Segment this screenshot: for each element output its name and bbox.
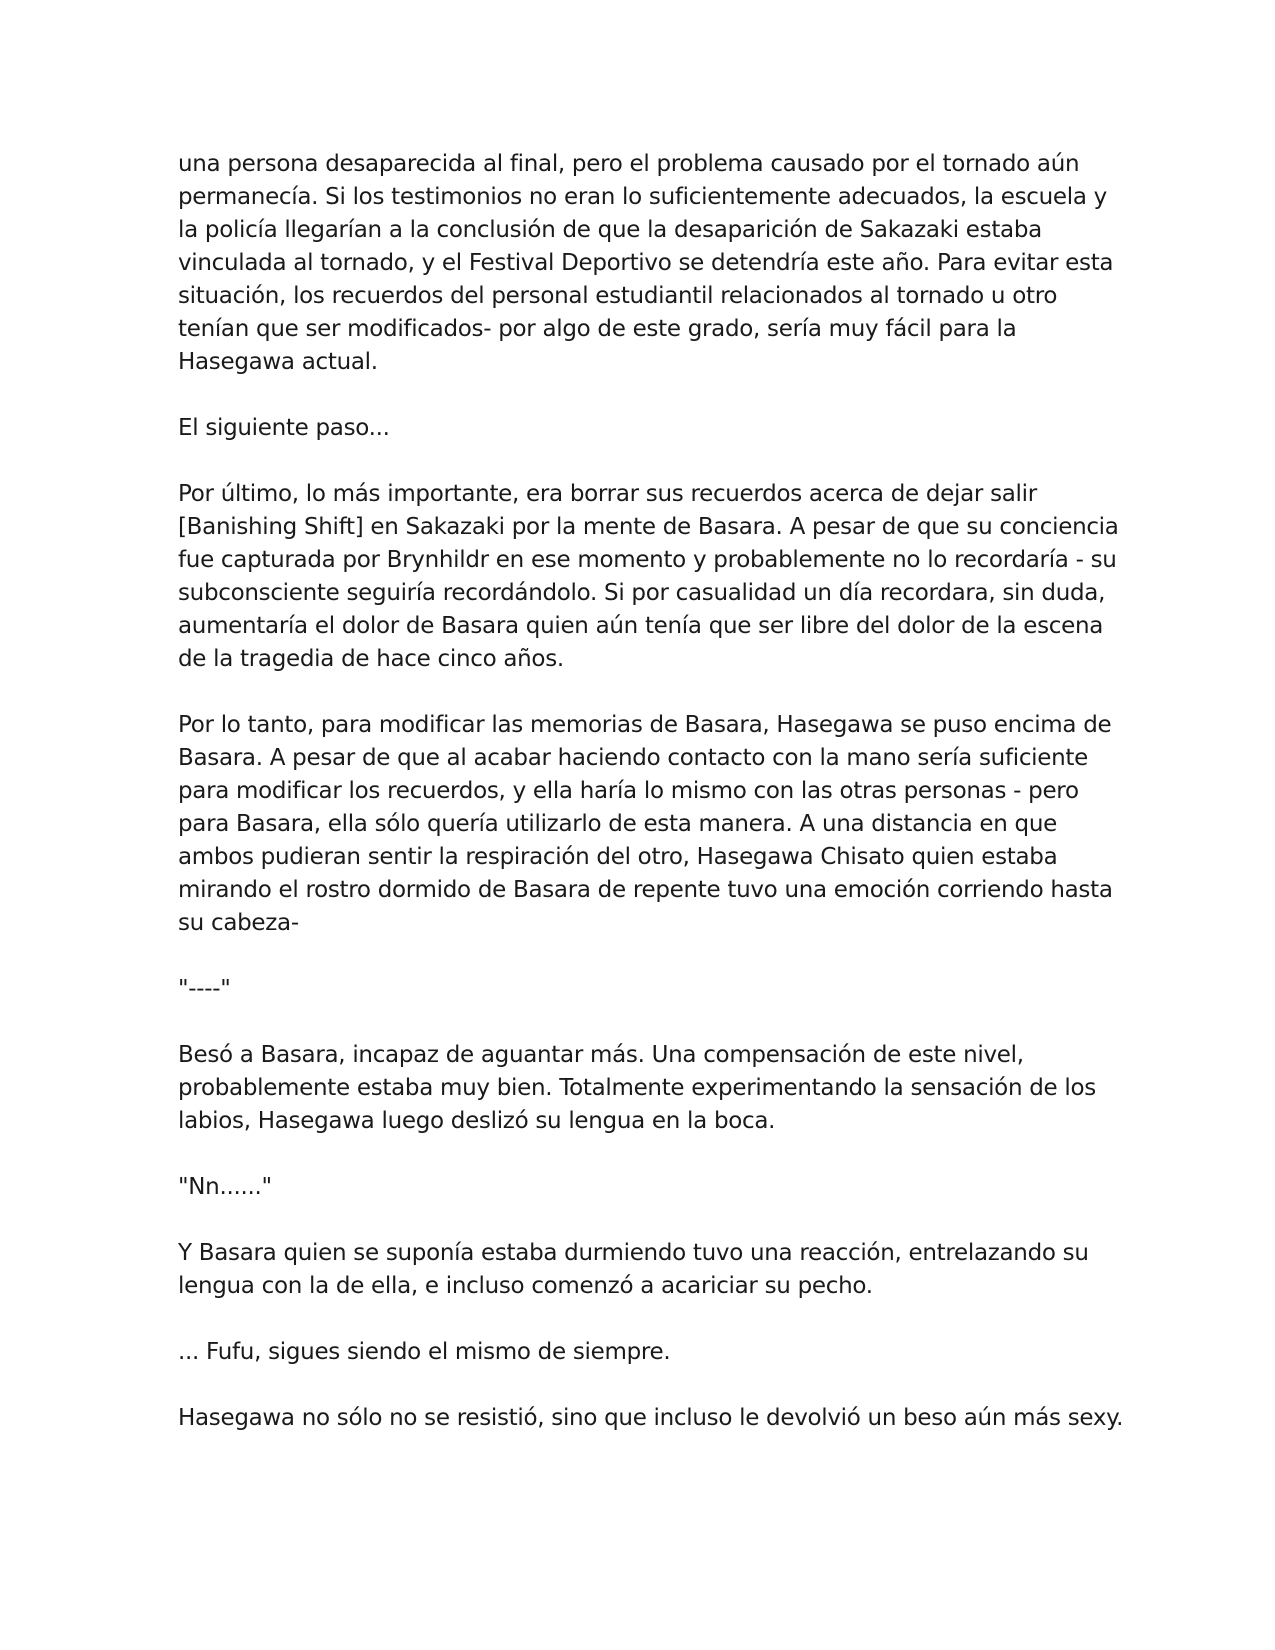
text-line: lengua con la de ella, e incluso comenzó a acariciar su pecho.: [178, 1273, 873, 1299]
text-line: para modificar los recuerdos, y ella haría lo mismo con las otras personas - pero: [178, 778, 1079, 804]
paragraph: [178, 1336, 1098, 1369]
paragraph: [178, 478, 1119, 676]
text-line: de la tragedia de hace cinco años.: [178, 646, 564, 672]
text-line: la policía llegarían a la conclusión de que la desaparición de Sakazaki estaba: [178, 217, 1042, 243]
paragraph: [178, 1402, 1124, 1435]
paragraph: [178, 412, 1098, 445]
text-line: fue capturada por Brynhildr en ese momento y probablemente no lo recordaría - su: [178, 547, 1117, 573]
text-line: El siguiente paso...: [178, 415, 390, 441]
paragraph: [178, 148, 1114, 379]
document-body: [178, 148, 1124, 1468]
text-line: subconsciente seguiría recordándolo. Si por casualidad un día recordara, sin duda,: [178, 580, 1106, 606]
text-line: para Basara, ella sólo quería utilizarlo de esta manera. A una distancia en que: [178, 811, 1057, 837]
text-line: Hasegawa actual.: [178, 349, 378, 375]
paragraph: [178, 973, 1098, 1006]
text-line: mirando el rostro dormido de Basara de repente tuvo una emoción corriendo hasta: [178, 877, 1113, 903]
text-line: Y Basara quien se suponía estaba durmiendo tuvo una reacción, entrelazando su: [178, 1240, 1089, 1266]
text-line: Por lo tanto, para modificar las memorias de Basara, Hasegawa se puso encima de: [178, 712, 1112, 738]
text-line: Hasegawa no sólo no se resistió, sino que incluso le devolvió un beso aún más sexy.: [178, 1405, 1124, 1431]
text-line: aumentaría el dolor de Basara quien aún tenía que ser libre del dolor de la escena: [178, 613, 1104, 639]
paragraph: [178, 1237, 1098, 1303]
text-line: su cabeza-: [178, 910, 299, 936]
text-line: probablemente estaba muy bien. Totalmente experimentando la sensación de los: [178, 1075, 1096, 1101]
text-line: Basara. A pesar de que al acabar haciendo contacto con la mano sería suficiente: [178, 745, 1088, 771]
paragraph: [178, 1039, 1098, 1138]
text-line: una persona desaparecida al final, pero el problema causado por el tornado aún: [178, 151, 1080, 177]
text-line: ambos pudieran sentir la respiración del otro, Hasegawa Chisato quien estaba: [178, 844, 1058, 870]
text-line: tenían que ser modificados- por algo de este grado, sería muy fácil para la: [178, 316, 1017, 342]
text-line: Besó a Basara, incapaz de aguantar más. Una compensación de este nivel,: [178, 1042, 1024, 1068]
text-line: "Nn......": [178, 1174, 272, 1200]
text-line: situación, los recuerdos del personal estudiantil relacionados al tornado u otro: [178, 283, 1058, 309]
text-line: "----": [178, 976, 231, 1002]
text-line: Por último, lo más importante, era borrar sus recuerdos acerca de dejar salir: [178, 481, 1037, 507]
text-line: permanecía. Si los testimonios no eran lo suficientemente adecuados, la escuela y: [178, 184, 1107, 210]
text-line: ... Fufu, sigues siendo el mismo de siempre.: [178, 1339, 671, 1365]
text-line: labios, Hasegawa luego deslizó su lengua en la boca.: [178, 1108, 776, 1134]
paragraph: [178, 709, 1113, 940]
text-line: vinculada al tornado, y el Festival Deportivo se detendría este año. Para evitar esta: [178, 250, 1114, 276]
paragraph: [178, 1171, 1098, 1204]
text-line: [Banishing Shift] en Sakazaki por la mente de Basara. A pesar de que su conciencia: [178, 514, 1119, 540]
